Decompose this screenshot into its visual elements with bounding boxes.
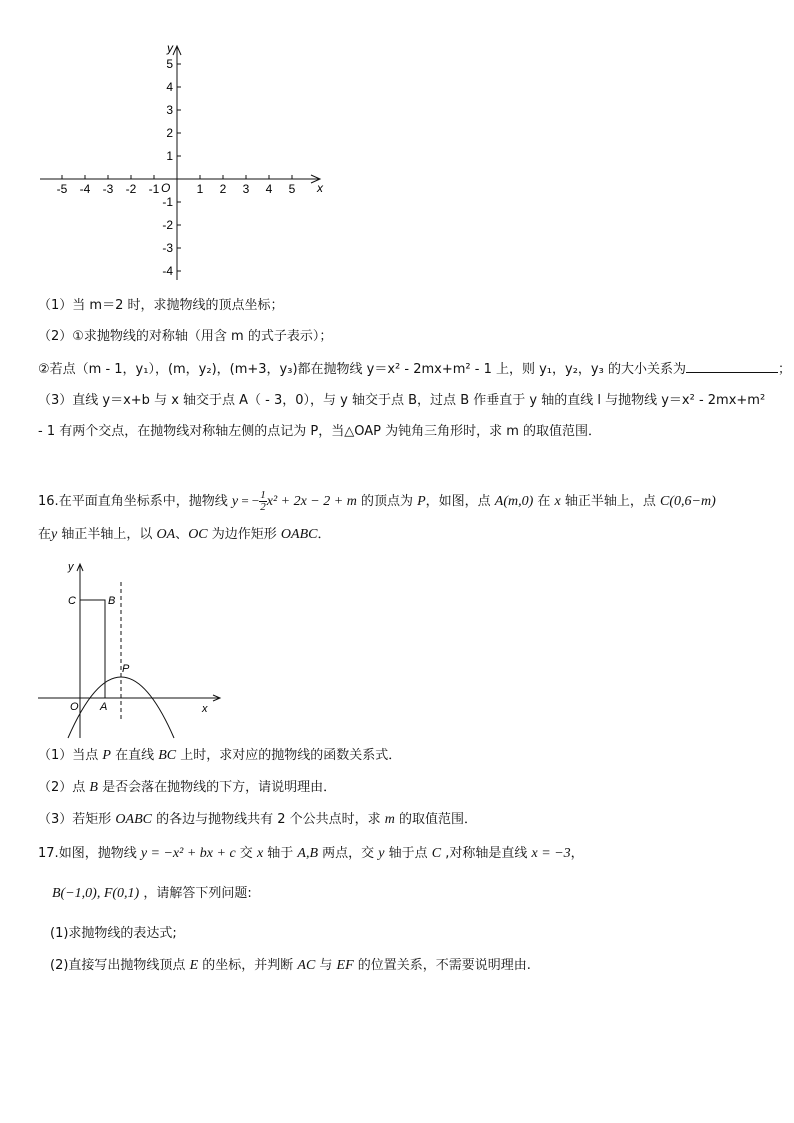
q16-l2-oabc: OABC bbox=[280, 527, 318, 542]
y-tick-label: -3 bbox=[162, 241, 173, 255]
q17-stem-line1 bbox=[38, 845, 584, 863]
fraction-numerator: 1 bbox=[260, 489, 266, 501]
q17-ab: A,B bbox=[297, 846, 319, 861]
y-tick-label: -1 bbox=[162, 195, 173, 209]
q16-stem-line2 bbox=[38, 526, 330, 544]
q16-text1: 在平面直角坐标系中，抛物线 bbox=[58, 494, 228, 509]
fig-label-a: A bbox=[100, 701, 108, 713]
q15-part3-line2: - 1 有两个交点，在抛物线对称轴左侧的点记为 P，当△OAP 为钝角三角形时，求 m 的取值范围． bbox=[38, 424, 601, 439]
fig-label-c: C bbox=[68, 595, 76, 607]
q16-l2-t3: 为边作矩形 bbox=[207, 527, 281, 542]
y-tick-label: 1 bbox=[166, 149, 173, 163]
fraction-denominator: 2 bbox=[260, 501, 266, 513]
q16-s2-b: B bbox=[89, 780, 98, 795]
fig-label-x: x bbox=[202, 703, 208, 715]
rectangle-oabc bbox=[80, 600, 105, 698]
q16-figure bbox=[30, 552, 230, 742]
y-tick-label: -2 bbox=[162, 218, 173, 232]
origin-label: O bbox=[161, 181, 171, 195]
q17-text2: 交 bbox=[235, 846, 257, 861]
q16-s1-bc: BC bbox=[158, 748, 177, 763]
q16-s3-oabc: OABC bbox=[115, 812, 152, 827]
q16-sub3 bbox=[38, 811, 477, 829]
q16-s1-text1: （1）当点 bbox=[38, 748, 103, 763]
q16-expr-y: y bbox=[231, 494, 239, 509]
parabola-curve bbox=[68, 677, 174, 738]
q17-expr: y = −x² + bx + c bbox=[140, 846, 236, 861]
fig-label-b: B bbox=[108, 595, 116, 607]
q16-point-a: A(m,0) bbox=[494, 494, 534, 509]
fig-label-p: P bbox=[122, 663, 130, 675]
x-tick-label: 1 bbox=[196, 182, 204, 196]
x-tick-label: 2 bbox=[219, 182, 227, 196]
q15-part1: （1）当 m＝2 时，求抛物线的顶点坐标； bbox=[38, 298, 284, 313]
x-tick-label: -3 bbox=[102, 182, 114, 196]
q17-stem-line2 bbox=[52, 885, 252, 903]
q17-text1: 如图，抛物线 bbox=[58, 846, 141, 861]
q16-text4: 在 bbox=[533, 494, 555, 509]
q17-s2-ef: EF bbox=[336, 958, 354, 973]
q16-s2-text2: 是否会落在抛物线的下方，请说明理由． bbox=[97, 780, 337, 795]
q17-x-var: x bbox=[256, 846, 264, 861]
x-tick-label: -1 bbox=[148, 182, 160, 196]
q16-s3-text2: 的各边与抛物线共有 2 个公共点时，求 bbox=[151, 812, 385, 827]
x-tick-label: -4 bbox=[79, 182, 91, 196]
q16-l2-y: y bbox=[51, 527, 58, 542]
q17-s2-text2: 的坐标，并判断 bbox=[198, 958, 298, 973]
q16-s1-text2: 在直线 bbox=[110, 748, 159, 763]
q17-sub2 bbox=[50, 957, 531, 975]
axis-x-label: x bbox=[317, 181, 323, 195]
q16-fraction bbox=[259, 490, 267, 513]
q16-s2-text1: （2）点 bbox=[38, 780, 90, 795]
q16-l2-t1: 轴正半轴上，以 bbox=[57, 527, 157, 542]
q16-s1-p: P bbox=[102, 748, 111, 763]
q16-stem-line1 bbox=[38, 490, 716, 513]
y-tick-label: 3 bbox=[166, 103, 173, 117]
q15-part2b bbox=[38, 360, 791, 379]
q17-s2-e: E bbox=[189, 958, 199, 973]
q16-point-c: C(0,6−m) bbox=[660, 494, 716, 509]
x-tick-label: -2 bbox=[125, 182, 137, 196]
q16-l2-t4: ． bbox=[317, 527, 331, 542]
q16-s3-text3: 的取值范围． bbox=[394, 812, 478, 827]
q17-text7: ， bbox=[570, 846, 584, 861]
y-tick-label: 5 bbox=[166, 57, 173, 71]
q17-s2-text4: 的位置关系，不需要说明理由. bbox=[353, 958, 531, 973]
q16-text5: 轴正半轴上，点 bbox=[560, 494, 661, 509]
q16-x-var: x bbox=[554, 494, 561, 509]
q17-text3: 轴于 bbox=[263, 846, 298, 861]
q15-part2b-end: ； bbox=[777, 362, 791, 377]
q16-l2-oa: OA bbox=[156, 527, 176, 542]
fig-label-o: O bbox=[70, 701, 79, 713]
y-tick-label: -4 bbox=[162, 264, 173, 278]
q16-text3: ，如图，点 bbox=[425, 494, 495, 509]
x-tick-label: 3 bbox=[242, 182, 250, 196]
q17-text6: ,对称轴是直线 bbox=[441, 846, 532, 861]
q16-text2: 的顶点为 bbox=[356, 494, 418, 509]
q16-number: 16. bbox=[38, 494, 59, 509]
q17-s2-text3: 与 bbox=[315, 958, 337, 973]
q16-s3-m: m bbox=[384, 812, 395, 827]
q16-s3-text1: （3）若矩形 bbox=[38, 812, 116, 827]
q16-expr-eq: = − bbox=[238, 493, 260, 508]
answer-blank[interactable] bbox=[686, 360, 778, 373]
y-tick-label: 4 bbox=[166, 80, 173, 94]
q17-s2-text1: (2)直接写出抛物线顶点 bbox=[50, 958, 190, 973]
q16-sub2 bbox=[38, 779, 336, 797]
q17-y-var: y bbox=[378, 846, 385, 861]
x-tick-label: 5 bbox=[288, 182, 296, 196]
q17-c-var: C bbox=[431, 846, 442, 861]
q16-l2-oc: OC bbox=[188, 527, 208, 542]
q16-p-var: P bbox=[417, 494, 426, 509]
q17-sub1: (1)求抛物线的表达式; bbox=[50, 926, 177, 941]
q17-points-bf: B(−1,0), F(0,1) bbox=[52, 886, 140, 901]
x-tick-label: 4 bbox=[265, 182, 273, 196]
x-tick-label: -5 bbox=[56, 182, 68, 196]
q17-number: 17. bbox=[38, 846, 59, 861]
fig-label-y: y bbox=[68, 561, 74, 573]
q17-s2-ac: AC bbox=[297, 958, 316, 973]
q15-part3-line1: （3）直线 y＝x+b 与 x 轴交于点 A（ - 3，0），与 y 轴交于点 B，过点 B 作垂直于 y 轴的直线 l 与抛物线 y＝x² - 2mx+m² bbox=[38, 393, 766, 408]
q16-sub1 bbox=[38, 747, 401, 765]
q17-text4: 两点，交 bbox=[318, 846, 379, 861]
y-tick-label: 2 bbox=[166, 126, 173, 140]
q15-part2: （2）①求抛物线的对称轴（用含 m 的式子表示）； bbox=[38, 329, 333, 344]
q17-text5: 轴于点 bbox=[384, 846, 432, 861]
q16-s1-text3: 上时，求对应的抛物线的函数关系式． bbox=[176, 748, 402, 763]
q17-l2-text: ，请解答下列问题: bbox=[139, 886, 252, 901]
q16-l2-prefix: 在 bbox=[38, 527, 52, 542]
q15-part2b-text: ②若点（m - 1，y₁），(m，y₂)，(m+3，y₃)都在抛物线 y＝x² - 2mx+m² - 1 上，则 y₁，y₂，y₃ 的大小关系为 bbox=[38, 362, 686, 377]
coordinate-axes-figure bbox=[30, 38, 340, 288]
q16-l2-t2: 、 bbox=[175, 527, 189, 542]
axis-y-label: y bbox=[167, 41, 173, 55]
q17-axis: x = −3 bbox=[531, 846, 571, 861]
q16-expr-rest: x² + 2x − 2 + m bbox=[266, 494, 357, 509]
